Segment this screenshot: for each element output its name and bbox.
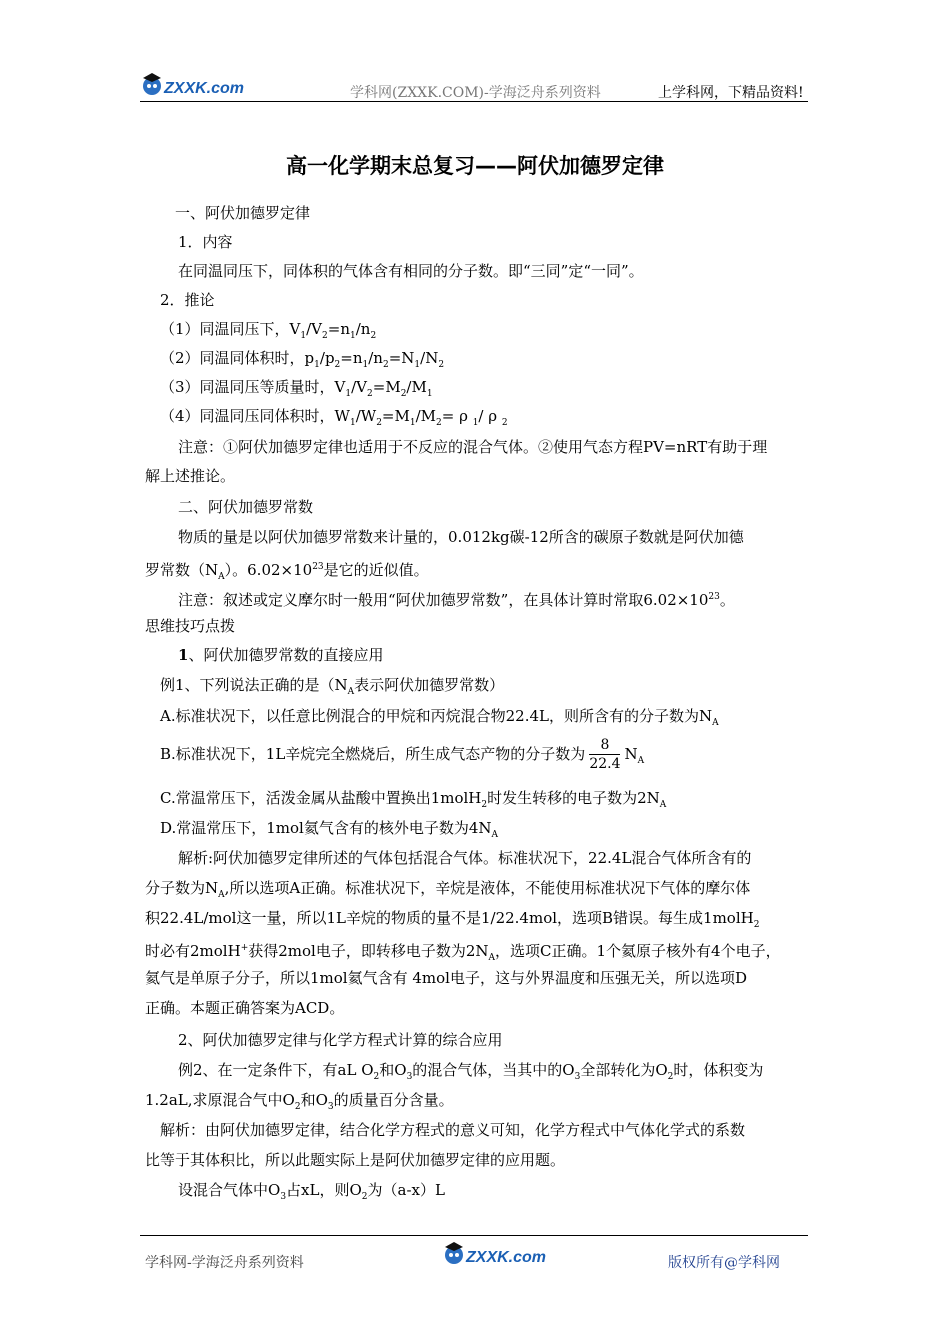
example1-question: 例1、下列说法正确的是（$N_A$表示阿伏加德罗常数） [160, 676, 505, 697]
option-c: C.常温常压下，活泼金属从盐酸中置换出1molH$_2$时发生转移的电子数为$2N_A$ [160, 789, 667, 810]
analysis1-line2: 分子数为$N_A$,所以选项A正确。标准状况下，辛烷是液体，不能使用标准状况下气体的摩尔体 [145, 879, 751, 900]
analysis2-line3: 设混合气体中$O_3$占xL，则$O_2$为（a-x）L [178, 1181, 445, 1202]
example1-heading: 1、阿伏加德罗常数的直接应用 [178, 646, 384, 664]
analysis1-line5: 氦气是单原子分子，所以1mol氦气含有 4mol电子，这与外界温度和压强无关，所以选项D [145, 969, 747, 987]
analysis1-line1: 解析:阿伏加德罗定律所述的气体包括混合气体。标准状况下，22.4L混合气体所含有的 [178, 849, 752, 867]
footer-rule [140, 1235, 808, 1236]
example2-question-line1: 例2、在一定条件下，有aL $O_2$和$O_3$的混合气体，当其中的$O_3$全部转化为$O_2$时，体积变为 [178, 1061, 764, 1082]
zxxk-footer-logo-icon [440, 1238, 555, 1270]
page-title: 高一化学期末总复习——阿伏加德罗定律 [286, 154, 664, 178]
section2-para1-line1: 物质的量是以阿伏加德罗常数来计量的，0.012kg碳-12所含的碳原子数就是阿伏加德 [178, 528, 744, 546]
section1-heading: 一、阿伏加德罗定律 [175, 204, 311, 222]
analysis2-line1: 解析：由阿伏加德罗定律，结合化学方程式的意义可知，化学方程式中气体化学式的系数 [160, 1121, 746, 1139]
fraction: $\frac{8}{22.4}$ [589, 736, 621, 772]
analysis1-line3: 积22.4L/mol这一量，所以1L辛烷的物质的量不是1/22.4mol，选项B错误。每生成1molH$_2$ [145, 909, 760, 930]
example2-heading: 2、阿伏加德罗定律与化学方程式计算的综合应用 [178, 1031, 503, 1049]
header-center-text: 学科网(ZXXK.COM)-学海泛舟系列资料 [350, 85, 601, 101]
analysis1-line4: 时必有2molH+获得2mol电子，即转移电子数为$2N_A$，选项C正确。1个氦原子核外有4个电子， [145, 942, 781, 963]
section1-note-line1: 注意：①阿伏加德罗定律也适用于不反应的混合气体。②使用气态方程PV=nRT有助于理 [178, 438, 768, 456]
option-d: D.常温常压下，1mol氦气含有的核外电子数为$4N_A$ [160, 819, 499, 840]
example2-question-line2: 1.2aL,求原混合气中$O_2$和$O_3$的质量百分含量。 [145, 1091, 454, 1112]
svg-text:ZXXK.com: ZXXK.com [466, 1249, 547, 1266]
rule-3: （3）同温同压等质量时，$V_1/V_2=M_2/M_1$ [160, 378, 433, 399]
zxxk-logo-icon [140, 70, 250, 100]
header-right-text: 上学科网，下精品资料! [658, 85, 804, 101]
rule-1: （1）同温同压下，$V_1/V_2=n_1/n_2$ [160, 320, 377, 341]
page-header [140, 70, 810, 102]
option-a: A.标准状况下，以任意比例混合的甲烷和丙烷混合物22.4L，则所含有的分子数为$N_A$ [160, 707, 719, 728]
tips-heading: 思维技巧点拨 [145, 617, 236, 635]
section1-sub2: 2．推论 [160, 291, 215, 309]
analysis1-line6: 正确。本题正确答案为ACD。 [145, 999, 345, 1017]
svg-text:ZXXK.com: ZXXK.com [164, 80, 245, 97]
option-b: B.标准状况下，1L辛烷完全燃烧后，所生成气态产物的分子数为 $\frac{8}{22.4}$ $N_A$ [160, 736, 645, 772]
section2-note: 注意：叙述或定义摩尔时一般用“阿伏加德罗常数”，在具体计算时常取$6.02\times 10^{23}$。 [178, 591, 735, 609]
footer-right-text: 版权所有@学科网 [668, 1255, 780, 1271]
section1-content: 在同温同压下，同体积的气体含有相同的分子数。即“三同”定“一同”。 [178, 262, 644, 280]
rule-2: （2）同温同体积时，$p_1/p_2=n_1/n_2=N_1/N_2$ [160, 349, 445, 370]
header-rule [140, 101, 808, 102]
rule-4: （4）同温同压同体积时，$W_1/W_2=M_1/M_2= \rho$ $_1$/ ρ $_2$ [160, 407, 508, 428]
section1-sub1: 1．内容 [178, 233, 233, 251]
section2-para1-line2: 罗常数$(N_A)$。$6.02\times 10^{23}$是它的近似值。 [145, 561, 429, 582]
section2-heading: 二、阿伏加德罗常数 [178, 498, 314, 516]
analysis2-line2: 比等于其体积比，所以此题实际上是阿伏加德罗定律的应用题。 [145, 1151, 566, 1169]
section1-note-line2: 解上述推论。 [145, 467, 236, 485]
footer-left-text: 学科网-学海泛舟系列资料 [145, 1255, 304, 1271]
